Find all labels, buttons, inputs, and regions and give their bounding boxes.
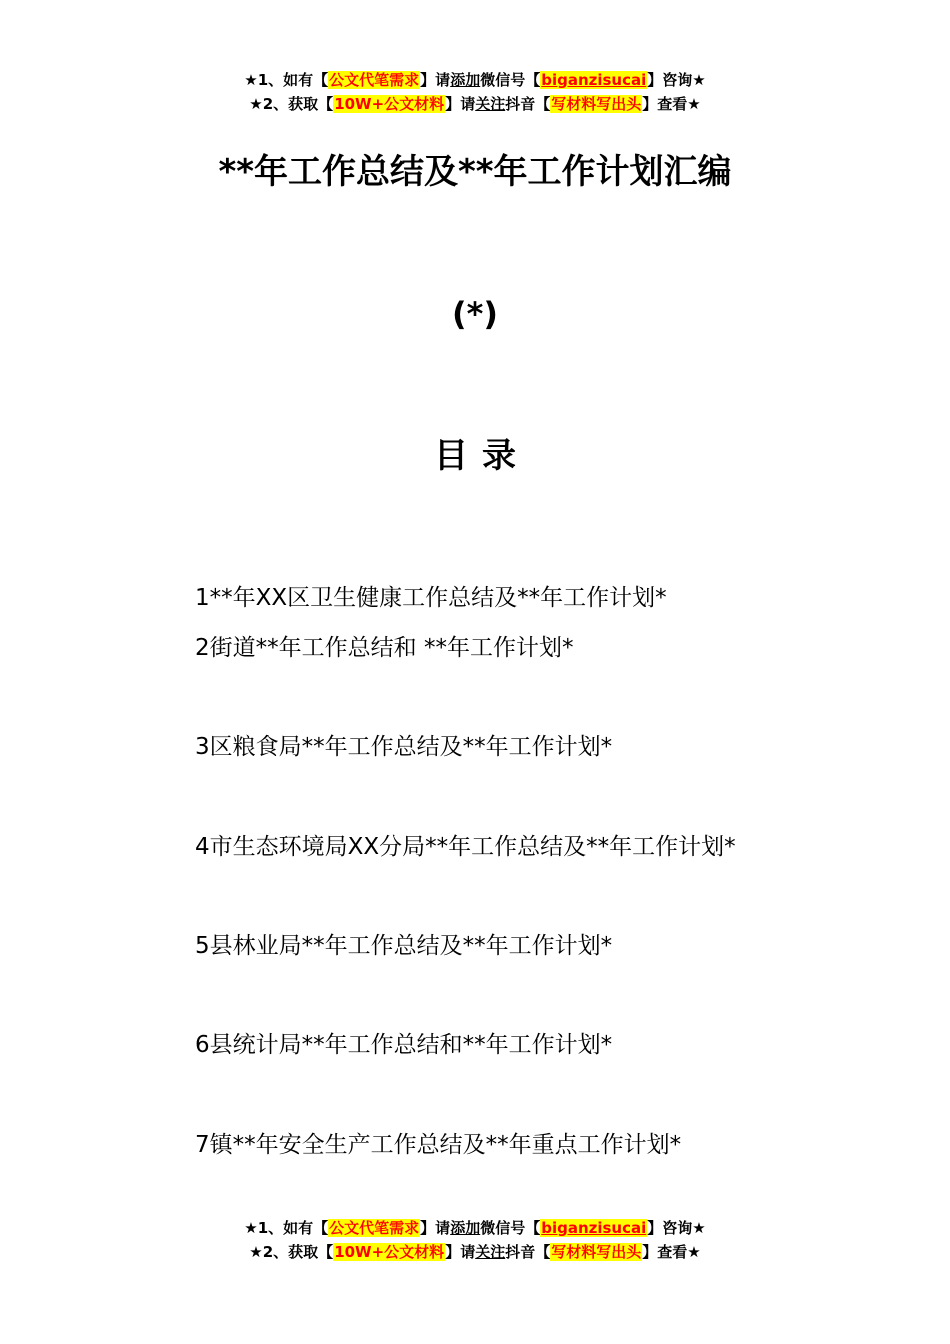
- toc-item[interactable]: 6县统计局**年工作总结和**年工作计划*: [195, 1032, 613, 1058]
- underlined-follow: 关注: [475, 1243, 506, 1261]
- banner-text: ★2、获取【: [249, 1243, 334, 1261]
- highlight-ghostwriting: 公文代笔需求: [329, 71, 420, 89]
- banner-text: 】查看★: [642, 95, 701, 113]
- toc-item[interactable]: 3区粮食局**年工作总结及**年工作计划*: [195, 734, 613, 760]
- bottom-banner: [0, 1216, 950, 1264]
- banner-text: 】请: [445, 95, 476, 113]
- document-title: **年工作总结及**年工作计划汇编: [218, 152, 732, 192]
- banner-text: 】请: [420, 71, 451, 89]
- toc-item[interactable]: 5县林业局**年工作总结及**年工作计划*: [195, 933, 613, 959]
- banner-text: 】请: [445, 1243, 476, 1261]
- banner-text: ★1、如有【: [244, 71, 329, 89]
- toc-heading: 目录: [434, 436, 530, 476]
- top-banner: [0, 68, 950, 116]
- banner-line-2: [0, 92, 950, 116]
- banner-line-1: [0, 68, 950, 92]
- toc-item[interactable]: 7镇**年安全生产工作总结及**年重点工作计划*: [195, 1132, 682, 1158]
- toc-item[interactable]: 1**年XX区卫生健康工作总结及**年工作计划*: [195, 585, 667, 611]
- banner-text: 抖音【: [505, 95, 551, 113]
- banner-text: ★1、如有【: [244, 1219, 329, 1237]
- banner-text: ★2、获取【: [249, 95, 334, 113]
- banner-text: 微信号【: [480, 71, 541, 89]
- document-subtitle: (*): [452, 295, 498, 333]
- banner-text: 微信号【: [480, 1219, 541, 1237]
- banner-text: 抖音【: [505, 1243, 551, 1261]
- highlight-wechat-id: biganzisucai: [541, 1219, 647, 1237]
- banner-text: 】咨询★: [647, 71, 706, 89]
- highlight-wechat-id: biganzisucai: [541, 71, 647, 89]
- highlight-douyin: 写材料写出头: [551, 1243, 642, 1261]
- highlight-materials: 10W+公文材料: [334, 95, 445, 113]
- highlight-ghostwriting: 公文代笔需求: [329, 1219, 420, 1237]
- underlined-follow: 关注: [475, 95, 506, 113]
- toc-item[interactable]: 2街道**年工作总结和 **年工作计划*: [195, 635, 574, 661]
- underlined-add: 添加: [450, 1219, 481, 1237]
- toc-item[interactable]: 4市生态环境局XX分局**年工作总结及**年工作计划*: [195, 834, 736, 860]
- banner-text: 】咨询★: [647, 1219, 706, 1237]
- banner-line-1: [0, 1216, 950, 1240]
- banner-line-2: [0, 1240, 950, 1264]
- highlight-materials: 10W+公文材料: [334, 1243, 445, 1261]
- highlight-douyin: 写材料写出头: [551, 95, 642, 113]
- banner-text: 】请: [420, 1219, 451, 1237]
- underlined-add: 添加: [450, 71, 481, 89]
- banner-text: 】查看★: [642, 1243, 701, 1261]
